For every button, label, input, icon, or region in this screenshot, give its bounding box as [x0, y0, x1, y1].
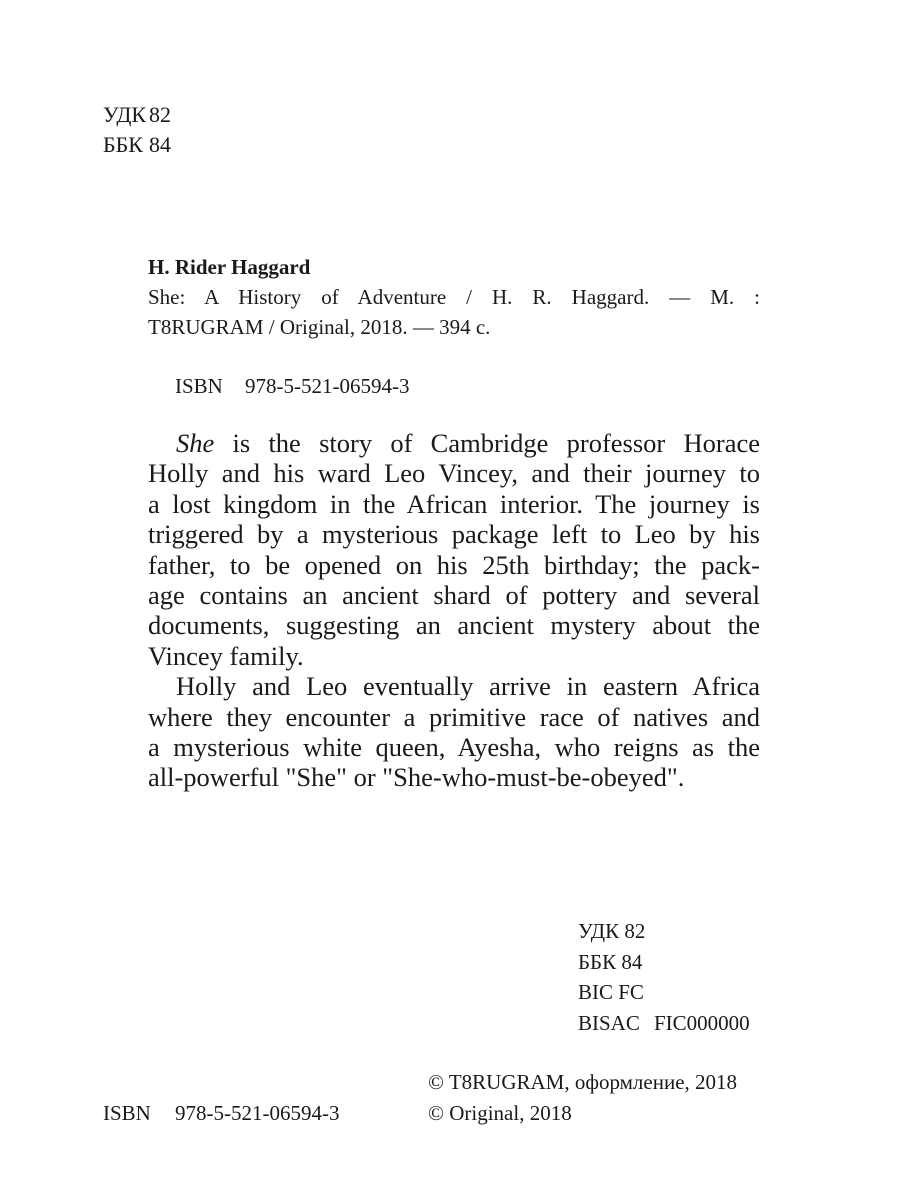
annotation-line: a lost kingdom in the African interior. The journey is — [148, 488, 760, 519]
bibliographic-description — [148, 282, 760, 342]
isbn-bottom-label: ISBN — [103, 1101, 151, 1125]
copyright-block — [428, 1067, 737, 1128]
top-classification-codes — [103, 100, 171, 160]
udk-label: УДК — [103, 102, 147, 127]
book-title-italic: She — [176, 428, 215, 458]
isbn-top-label: ISBN — [175, 374, 223, 398]
isbn-top-value: 978-5-521-06594-3 — [245, 374, 410, 398]
udk-code — [103, 100, 171, 130]
bic-code: BIC FC — [578, 980, 644, 1004]
author-name: H. Rider Haggard — [148, 255, 311, 279]
isbn-top — [175, 371, 409, 401]
annotation-line: age contains an ancient shard of pottery and several — [148, 580, 760, 611]
annotation-line: all-powerful "She" or "She-who-must-be-obeyed". — [148, 762, 685, 793]
bbk-code-right: ББК 84 — [578, 949, 643, 974]
annotation-line: father, to be opened on his 25th birthday; the pack- — [148, 549, 760, 580]
biblio-line-2: T8RUGRAM / Original, 2018. — 394 с. — [148, 315, 491, 339]
bisac-value: FIC000000 — [654, 1010, 750, 1035]
annotation-line: where they encounter a primitive race of natives and — [148, 701, 760, 732]
bbk-value: 84 — [149, 132, 171, 157]
annotation-line: Holly and Leo eventually arrive in eastern Africa — [176, 671, 760, 702]
annotation-line: Holly and his ward Leo Vincey, and their journey to — [148, 458, 760, 489]
annotation-line — [148, 428, 760, 458]
annotation-line: documents, suggesting an ancient mystery about the — [148, 610, 760, 641]
annotation-line: a mysterious white queen, Ayesha, who reigns as the — [148, 732, 760, 763]
isbn-bottom — [103, 1098, 339, 1128]
bisac-code — [578, 1008, 750, 1039]
annotation-text: is the story of Cambridge professor Horace — [214, 428, 760, 458]
copyright-line-2: © Original, 2018 — [428, 1100, 572, 1125]
classification-codes — [578, 916, 750, 1038]
biblio-line-1: She: A History of Adventure / H. R. Haggard. — M. : — [148, 285, 760, 309]
bbk-code — [103, 130, 171, 160]
bbk-label: ББК — [103, 132, 143, 157]
bisac-label: BISAC — [578, 1010, 640, 1035]
book-annotation — [148, 428, 760, 793]
isbn-bottom-value: 978-5-521-06594-3 — [175, 1101, 340, 1125]
copyright-line-1: © T8RUGRAM, оформление, 2018 — [428, 1070, 738, 1094]
udk-value: 82 — [149, 102, 171, 127]
annotation-line: Vincey family. — [148, 640, 304, 671]
annotation-line: triggered by a mysterious package left to Leo by his — [148, 519, 760, 550]
udk-code-right: УДК 82 — [578, 919, 646, 943]
